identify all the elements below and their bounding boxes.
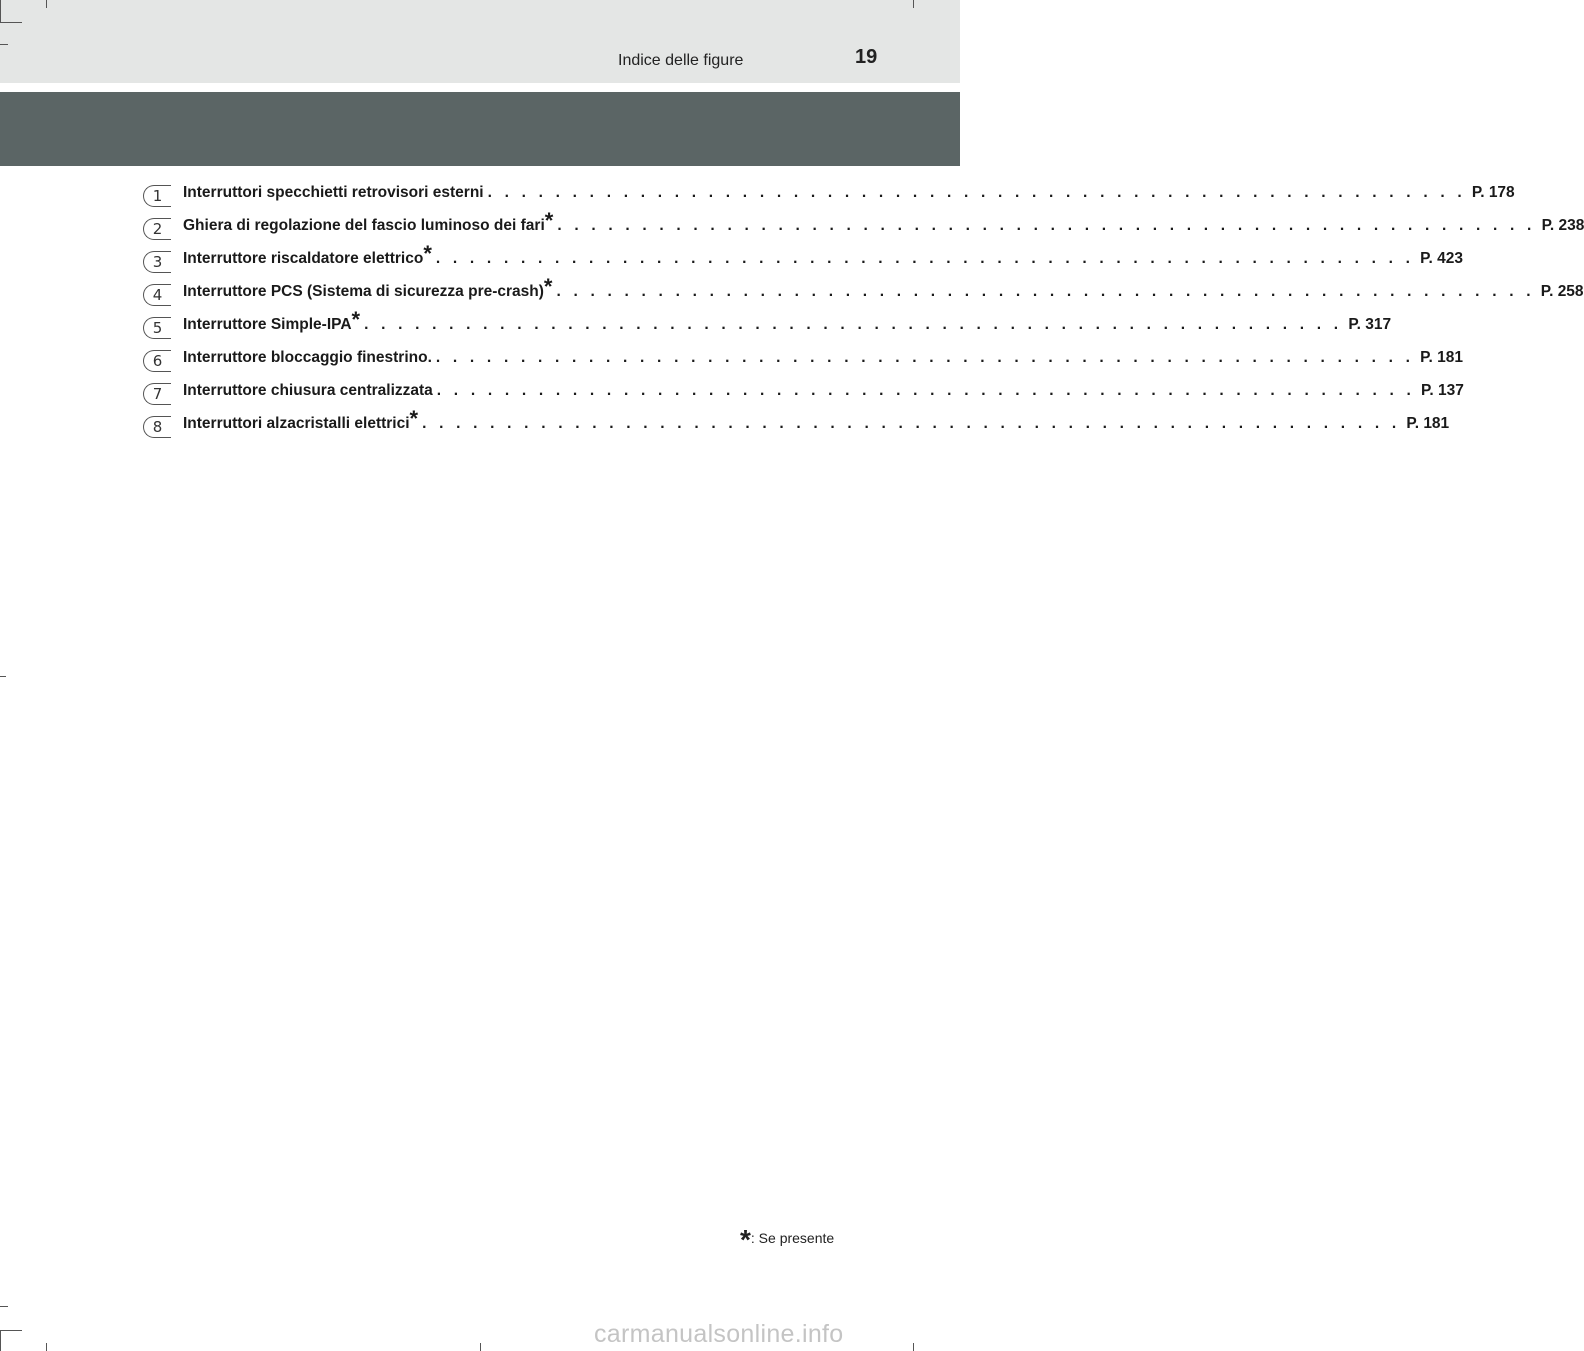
crop-mark: [913, 0, 914, 8]
item-label: Interruttore bloccaggio finestrino.: [183, 349, 432, 366]
crop-mark: [0, 44, 8, 45]
page-reference-link[interactable]: P. 178: [1471, 184, 1515, 201]
page-reference-link[interactable]: P. 258: [1540, 283, 1584, 300]
page-number: 19: [855, 46, 878, 68]
item-label: Interruttore chiusura centralizzata: [183, 382, 433, 399]
list-item[interactable]: [143, 346, 1463, 379]
item-number-badge: 6: [143, 350, 171, 372]
crop-mark: [0, 1306, 8, 1307]
page-reference-link[interactable]: P. 181: [1406, 415, 1450, 432]
page-reference-link[interactable]: P. 181: [1420, 349, 1463, 366]
page-reference-link[interactable]: P. 137: [1421, 382, 1464, 399]
crop-mark: [913, 1343, 914, 1351]
item-number-badge: 3: [143, 251, 171, 273]
dot-leader: . . . . . . . . . . . . . . . . . . . . . . . . . . . . . . . . . . . . . . . . . . . . . . . . . . . . . . . . . .: [487, 184, 1466, 201]
dot-leader: . . . . . . . . . . . . . . . . . . . . . . . . . . . . . . . . . . . . . . . . . . . . . . . . . . . . . . . . . .: [556, 283, 1535, 300]
list-item[interactable]: 8 Interruttori alzacristalli elettrici * . . . . . . . . . . . . . . . . . . . . . . . . . . . . . . . . . . . . . . . . . . . . . . . . . . . . . . . . . . P. 181: [143, 412, 812, 445]
section-bar: [0, 92, 960, 166]
page-reference-link[interactable]: P. 238: [1541, 217, 1584, 234]
item-number-badge: 5: [143, 317, 171, 339]
crop-mark: [0, 1330, 1, 1351]
item-label: Interruttore riscaldatore elettrico: [183, 250, 424, 267]
item-number-badge: 7: [143, 383, 171, 405]
section-title: Indice delle figure: [618, 52, 744, 69]
item-label: Interruttore Simple-IPA: [183, 316, 352, 333]
item-number-badge: 8: [143, 416, 171, 438]
page-reference-link[interactable]: P. 423: [1420, 250, 1463, 267]
crop-mark: [0, 22, 22, 23]
footnote: [740, 1218, 835, 1255]
crop-mark: [46, 1343, 47, 1351]
dot-leader: . . . . . . . . . . . . . . . . . . . . . . . . . . . . . . . . . . . . . . . . . . . . . . . . . . . . . . . . . .: [364, 316, 1343, 333]
dot-leader: . . . . . . . . . . . . . . . . . . . . . . . . . . . . . . . . . . . . . . . . . . . . . . . . . . . . . . . . . .: [557, 217, 1536, 234]
header-band: [0, 0, 960, 83]
dot-leader: . . . . . . . . . . . . . . . . . . . . . . . . . . . . . . . . . . . . . . . . . . . . . . . . . . . . . . . . . .: [436, 382, 1416, 399]
item-number-badge: 2: [143, 218, 171, 240]
list-item[interactable]: 2 Ghiera di regolazione del fascio luminoso dei fari * . . . . . . . . . . . . . . . . . . . . . . . . . . . . . . . . . . . . . . . . . . . . . . . . . . . . . . . . . . P. 238: [143, 214, 812, 247]
crop-mark: [480, 1343, 481, 1351]
crop-mark: [0, 1330, 22, 1331]
watermark-text: carmanualsonline.info: [594, 1320, 844, 1348]
item-label: Interruttori specchietti retrovisori esterni: [183, 184, 484, 201]
crop-mark: [0, 676, 6, 677]
page-reference-link[interactable]: P. 317: [1348, 316, 1392, 333]
footnote-text: : Se presente: [750, 1230, 835, 1246]
item-number-badge: 4: [143, 284, 171, 306]
figure-index-list: [143, 181, 1584, 445]
list-item[interactable]: 3 Interruttore riscaldatore elettrico * . . . . . . . . . . . . . . . . . . . . . . . . . . . . . . . . . . . . . . . . . . . . . . . . . . . . . . . . . . P. 423: [143, 247, 812, 280]
item-label: Ghiera di regolazione del fascio luminoso dei fari: [183, 217, 545, 234]
dot-leader: . . . . . . . . . . . . . . . . . . . . . . . . . . . . . . . . . . . . . . . . . . . . . . . . . . . . . . . . . .: [422, 415, 1401, 432]
crop-mark: [46, 0, 47, 8]
item-label: Interruttori alzacristalli elettrici: [183, 415, 410, 432]
dot-leader: . . . . . . . . . . . . . . . . . . . . . . . . . . . . . . . . . . . . . . . . . . . . . . . . . . . . . . . . . .: [435, 349, 1415, 366]
footnote-symbol: *: [740, 1224, 751, 1255]
item-number-badge: 1: [143, 185, 171, 207]
list-item[interactable]: 5 Interruttore Simple-IPA * . . . . . . . . . . . . . . . . . . . . . . . . . . . . . . . . . . . . . . . . . . . . . . . . . . . . . . . . . . P. 317: [143, 313, 812, 346]
item-label: Interruttore PCS (Sistema di sicurezza pre-crash): [183, 283, 544, 300]
list-item[interactable]: 4 Interruttore PCS (Sistema di sicurezza pre-crash) * . . . . . . . . . . . . . . . . . . . . . . . . . . . . . . . . . . . . . . . . . . . . . . . . . . . . . . . . . . P. 258: [143, 280, 812, 313]
crop-mark: [0, 0, 1, 22]
list-item[interactable]: [143, 379, 1464, 412]
dot-leader: . . . . . . . . . . . . . . . . . . . . . . . . . . . . . . . . . . . . . . . . . . . . . . . . . . . . . . . . . .: [435, 250, 1415, 267]
list-item[interactable]: [143, 181, 1515, 214]
